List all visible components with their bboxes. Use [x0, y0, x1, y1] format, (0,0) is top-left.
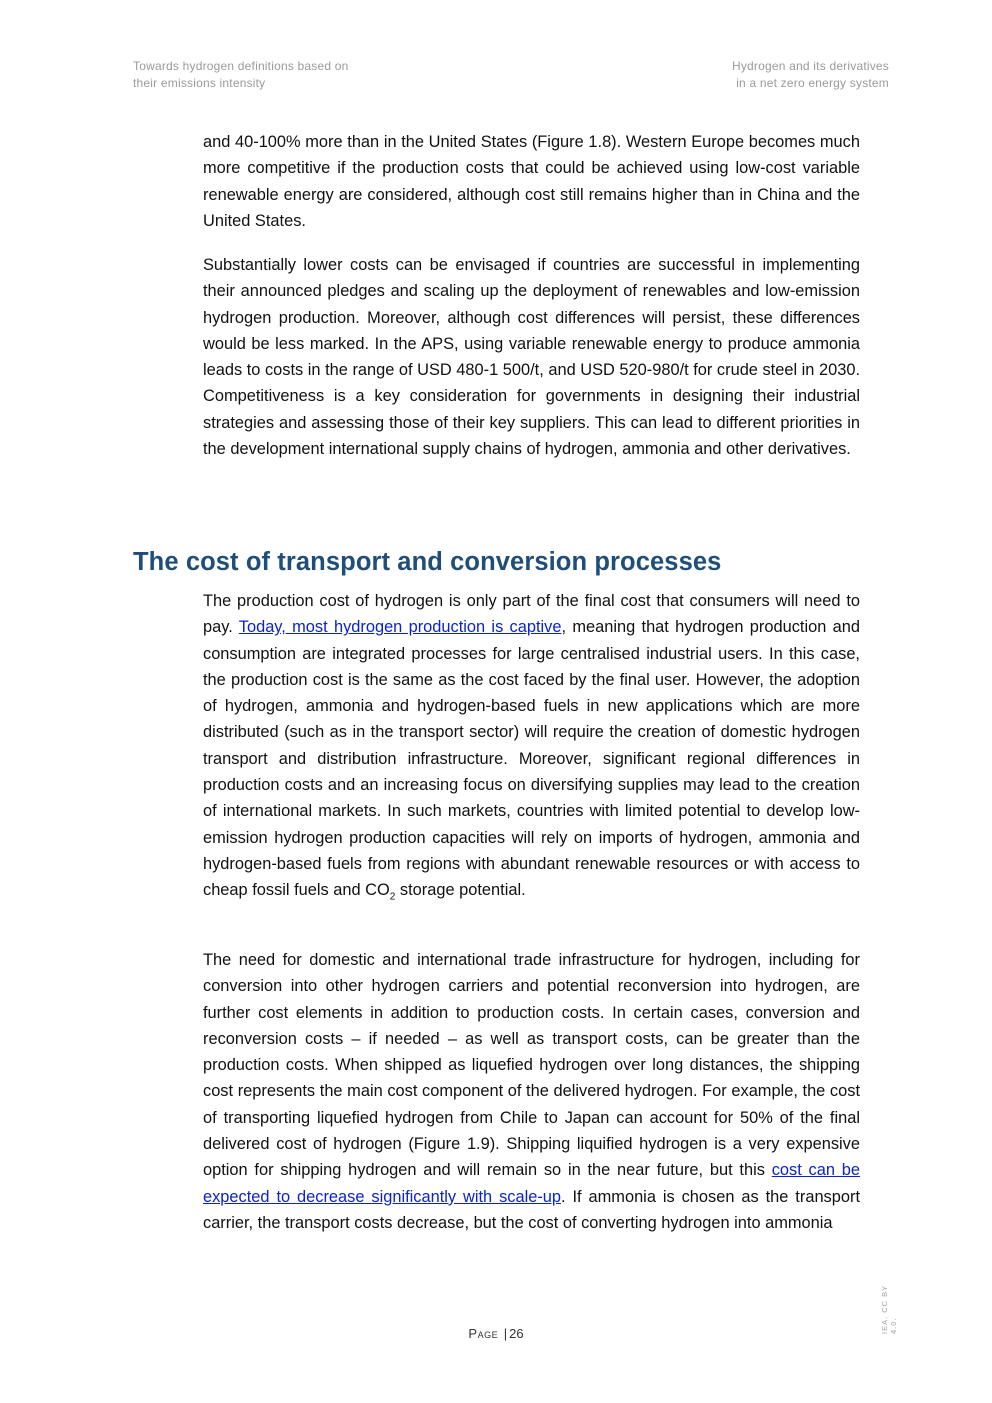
header-left-line2: their emissions intensity — [133, 76, 266, 90]
section-heading: The cost of transport and conversion processes — [133, 548, 722, 576]
co2-subscript: 2 — [389, 891, 396, 903]
header-right — [732, 58, 889, 92]
captive-production-link[interactable]: Today, most hydrogen production is captive — [238, 618, 562, 637]
header-left — [133, 58, 349, 92]
header-right-line1: Hydrogen and its derivatives — [731, 59, 889, 73]
page-separator: | — [503, 1326, 508, 1341]
paragraph-text: , meaning that hydrogen production and consumption are integrated processes for large centralised industrial users. In this case, the production cost is the same as the cost faced by the final user. However, the adoption of hydrogen, ammonia and hydrogen-based fuels in new applications which are more distributed (such as in the transport sector) will require the creation of domestic hydrogen transport and distribution infrastructure. Moreover, significant regional differences in production costs and an increasing focus on diversifying supplies may lead to the creation of international markets. In such markets, countries with limited potential to develop low-emission hydrogen production capacities will rely on imports of hydrogen, ammonia and hydrogen-based fuels from regions with abundant renewable resources or with access to cheap fossil fuels and CO — [203, 618, 860, 900]
page-footer — [0, 1326, 992, 1341]
header-right-line2: in a net zero energy system — [736, 76, 889, 90]
paragraph-text: . If ammonia is chosen as the transport carrier, the transport costs decrease, but the cost of converting hydrogen into ammonia — [203, 1187, 860, 1232]
paragraph-trade-infrastructure — [203, 947, 860, 1236]
paragraph-production-cost — [203, 588, 860, 904]
paragraph-text: storage potential. — [395, 881, 526, 900]
page-number: 26 — [509, 1326, 524, 1341]
page-label: Page — [468, 1326, 499, 1341]
header-left-line1: Towards hydrogen definitions based on — [133, 59, 349, 73]
paragraph-text: The need for domestic and international trade infrastructure for hydrogen, including for conversion into other hydrogen carriers and potential reconversion into hydrogen, are further cost elements in addition to production costs. In certain cases, conversion and reconversion costs – if needed – as well as transport costs, can be greater than the production costs. When shipped as liquefied hydrogen over long distances, the shipping cost represents the main cost component of the delivered hydrogen. For example, the cost of transporting liquefied hydrogen from Chile to Japan can account for 50% of the final delivered cost of hydrogen (Figure 1.9). Shipping liquified hydrogen is a very expensive option for shipping hydrogen and will remain so in the near future, but this — [203, 951, 860, 1180]
scale-up-cost-link[interactable]: cost can be expected to decrease significantly with scale-up — [203, 1161, 860, 1206]
paragraph-text: The production cost of hydrogen is only part of the final cost that consumers will need to pay. — [203, 592, 860, 637]
license-credit: IEA. CC BY 4.0. — [880, 1284, 898, 1334]
paragraph-competitiveness-intro: and 40-100% more than in the United States (Figure 1.8). Western Europe becomes much more competitive if the production costs that could be achieved using low-cost variable renewable energy are considered, although cost still remains higher than in China and the United States. — [203, 133, 860, 230]
paragraph-lower-costs: Substantially lower costs can be envisaged if countries are successful in implementing their announced pledges and scaling up the deployment of renewables and low-emission hydrogen production. Moreover, although cost differences will persist, these differences would be less marked. In the APS, using variable renewable energy to produce ammonia leads to costs in the range of USD 480-1 500/t, and USD 520-980/t for crude steel in 2030. Competitiveness is a key consideration for governments in designing their industrial strategies and assessing those of their key suppliers. This can lead to different priorities in the development international supply chains of hydrogen, ammonia and other derivatives. — [203, 256, 860, 459]
